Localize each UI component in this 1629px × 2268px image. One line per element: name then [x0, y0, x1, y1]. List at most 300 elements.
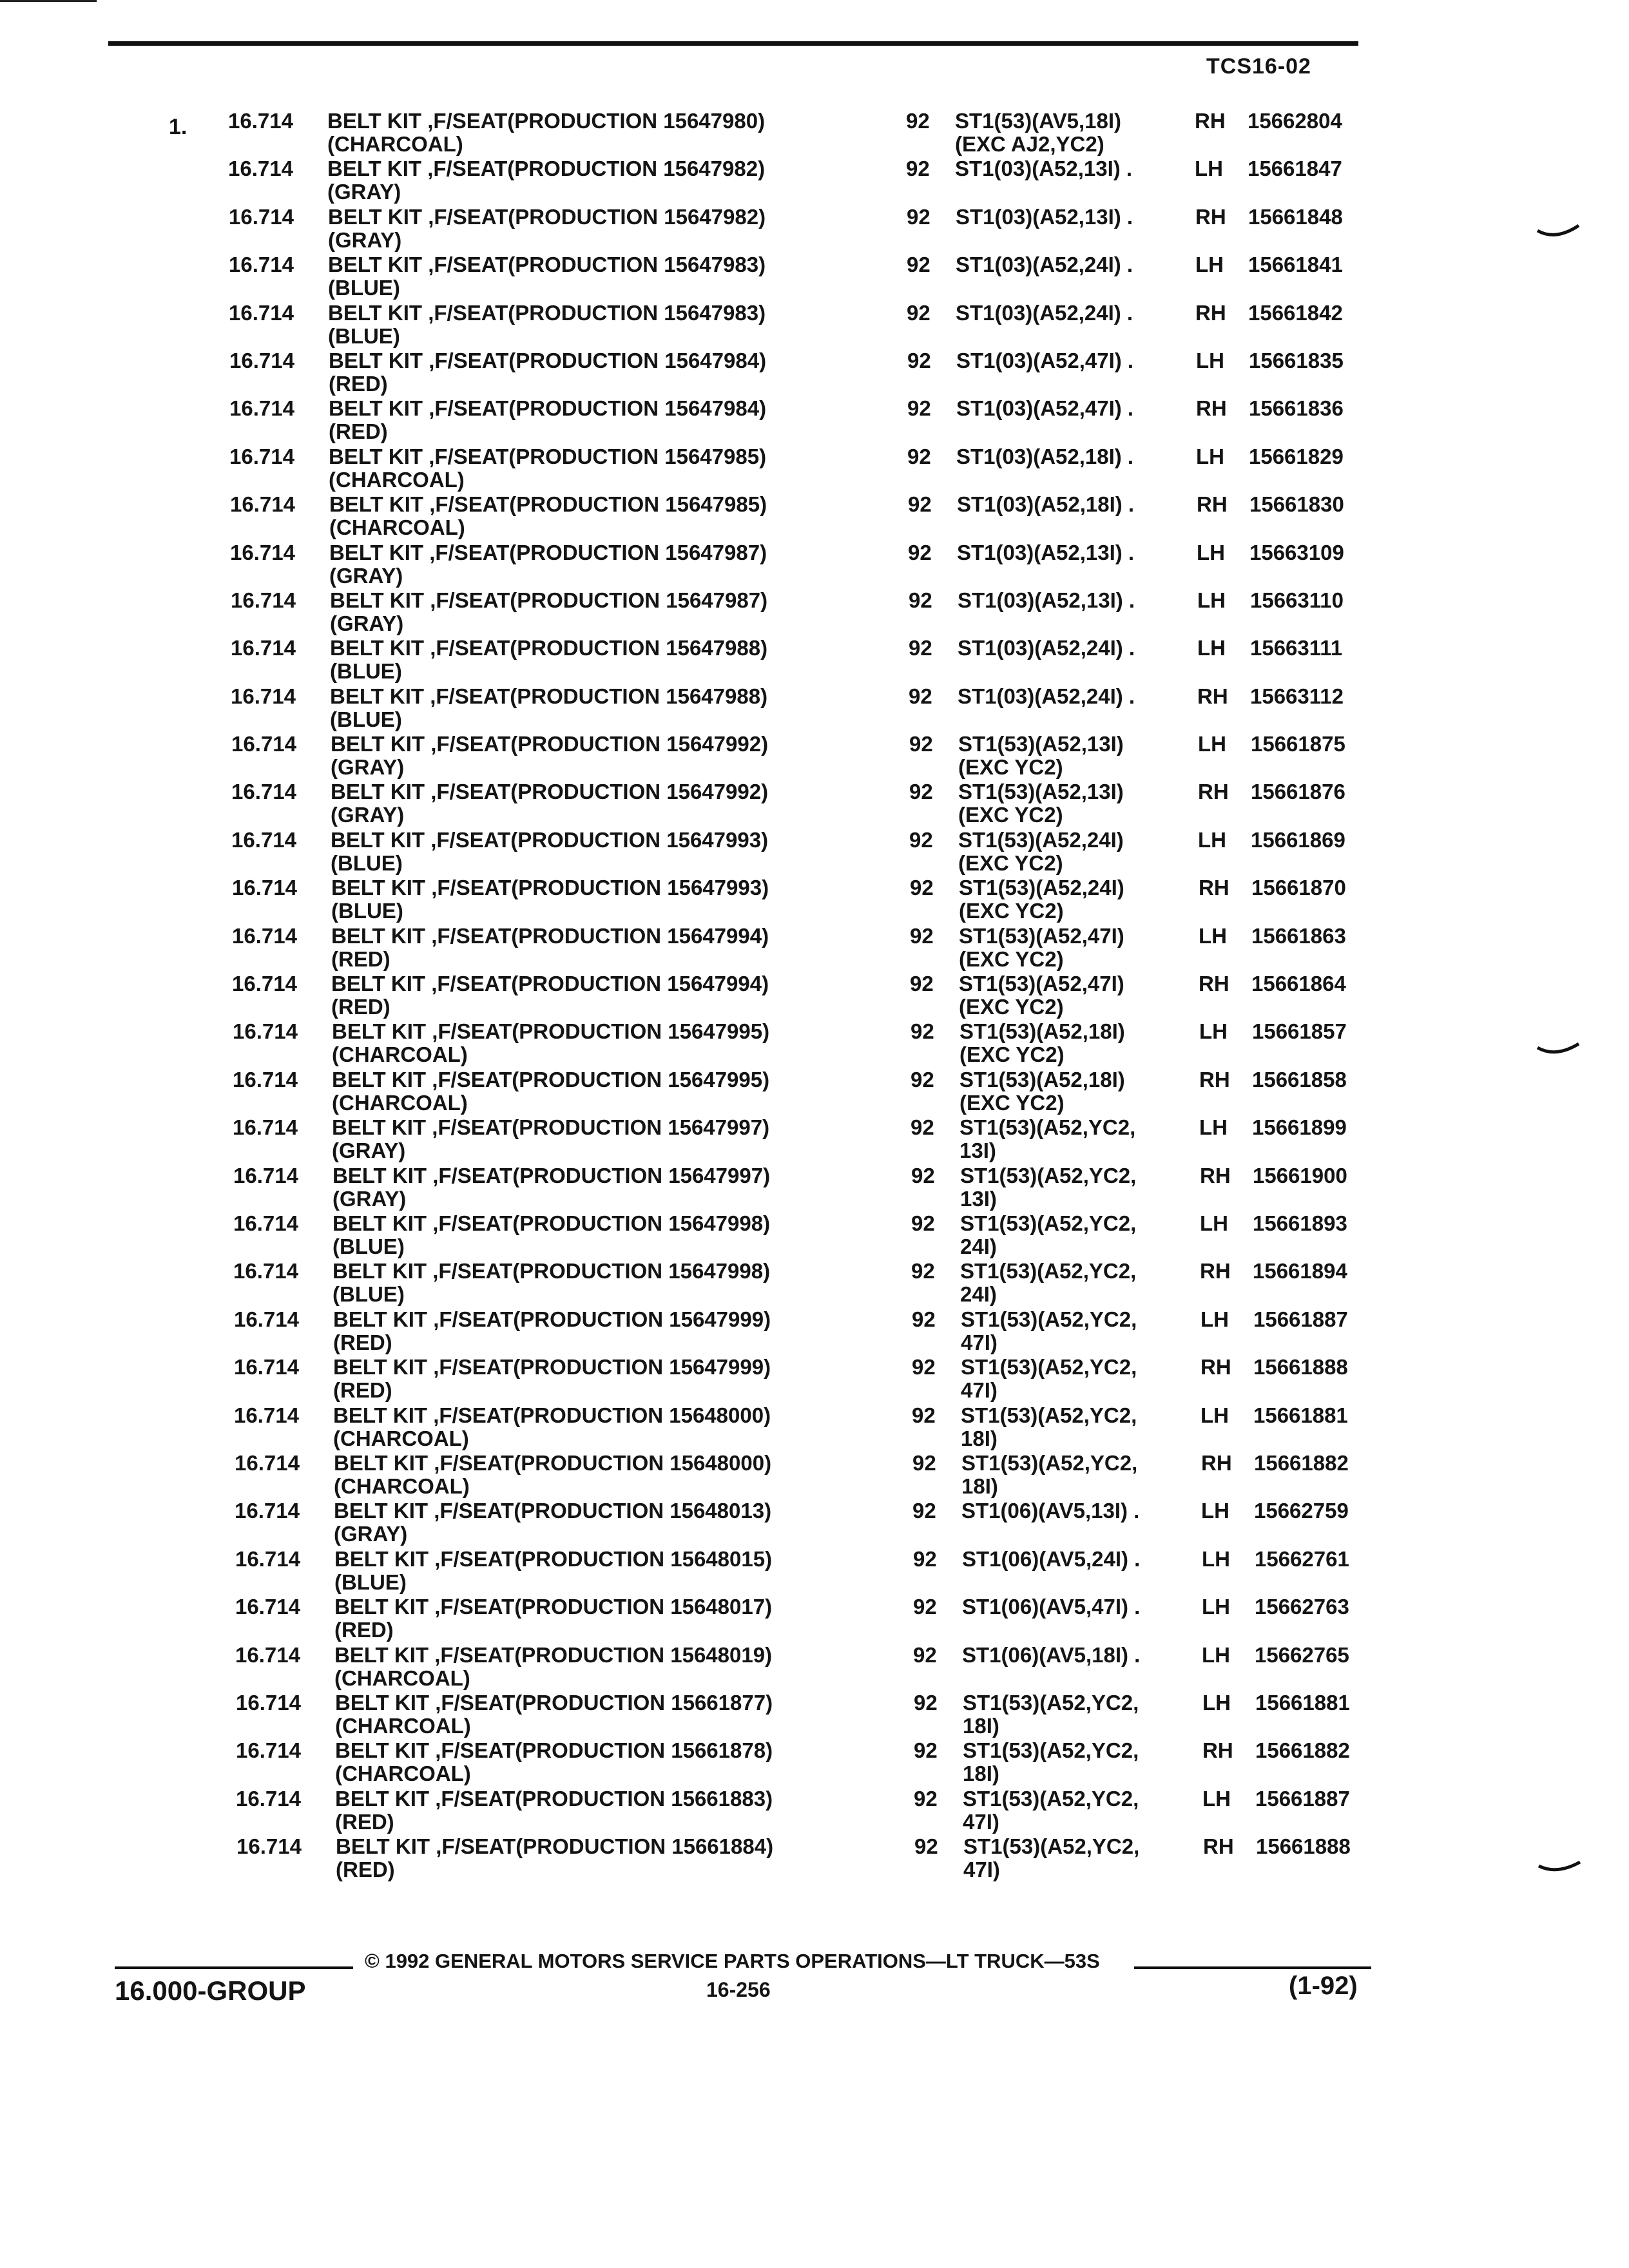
table-row	[4, 925, 1629, 972]
group-number: 16.714	[233, 1259, 298, 1283]
description-line-1: BELT KIT ,F/SEAT(PRODUCTION 15647999)	[333, 1307, 771, 1331]
quantity: 92	[914, 1786, 938, 1811]
group-number: 16.714	[234, 1403, 299, 1427]
group-number: 16.714	[236, 1834, 302, 1859]
part-number: 15663111	[1250, 636, 1343, 660]
group-number: 16.714	[229, 348, 294, 372]
header-rule	[108, 41, 1358, 46]
group-number: 16.714	[232, 876, 297, 900]
application	[961, 1452, 1137, 1498]
description-line-1: BELT KIT ,F/SEAT(PRODUCTION 15647984)	[329, 396, 767, 421]
application	[960, 1212, 1136, 1258]
description	[328, 206, 766, 252]
application-line-2: (EXC YC2)	[959, 899, 1064, 923]
application-line-1: ST1(53)(A52,24I)	[958, 827, 1124, 852]
description	[334, 1595, 772, 1642]
application	[963, 1691, 1139, 1738]
group-number: 16.714	[231, 684, 296, 708]
application	[962, 1548, 1140, 1571]
description-line-2: (GRAY)	[328, 227, 402, 252]
application	[959, 972, 1124, 1019]
application-line-1: ST1(53)(A52,YC2,	[960, 1163, 1137, 1187]
application-line-1: ST1(53)(A52,13I)	[958, 732, 1124, 756]
application-line-1: ST1(53)(A52,YC2,	[960, 1259, 1137, 1283]
part-number: 15661881	[1255, 1690, 1350, 1715]
side: LH	[1198, 827, 1226, 852]
part-number: 15663109	[1249, 540, 1344, 564]
table-row	[6, 1308, 1629, 1356]
description-line-2: (GRAY)	[332, 1139, 406, 1163]
description	[328, 253, 766, 300]
description-line-2: (GRAY)	[331, 803, 405, 827]
application	[962, 1644, 1140, 1667]
side: LH	[1199, 1115, 1228, 1140]
application-line-1: ST1(53)(A52,YC2,	[963, 1834, 1140, 1859]
application-line-1: ST1(53)(A52,YC2,	[959, 1115, 1136, 1140]
application-line-2: 47I)	[961, 1378, 998, 1403]
application-line-1: ST1(53)(A52,24I)	[959, 876, 1124, 900]
side: RH	[1196, 396, 1227, 421]
page-code: TCS16-02	[1206, 54, 1311, 79]
application-line-1: ST1(03)(A52,13I) .	[957, 540, 1135, 564]
description-line-2: (BLUE)	[330, 659, 402, 684]
side: LH	[1197, 636, 1226, 660]
side: LH	[1196, 348, 1224, 372]
application-line-1: ST1(06)(AV5,24I) .	[962, 1546, 1141, 1571]
application-line-1: ST1(53)(A52,18I)	[959, 1067, 1125, 1091]
part-number: 15661876	[1251, 780, 1345, 804]
side: LH	[1195, 157, 1223, 181]
table-row	[5, 1260, 1629, 1307]
side: LH	[1202, 1546, 1230, 1571]
application-line-1: ST1(53)(A52,YC2,	[961, 1403, 1137, 1427]
quantity: 92	[911, 1019, 934, 1044]
quantity: 92	[914, 1690, 938, 1715]
part-number: 15661863	[1251, 923, 1346, 948]
application-line-1: ST1(03)(A52,47I) .	[956, 348, 1134, 372]
description-line-1: BELT KIT ,F/SEAT(PRODUCTION 15647987)	[329, 540, 767, 564]
application	[963, 1787, 1139, 1834]
application	[962, 1595, 1140, 1619]
quantity: 92	[908, 492, 932, 517]
application-line-1: ST1(53)(A52,13I)	[958, 780, 1124, 804]
description-line-1: BELT KIT ,F/SEAT(PRODUCTION 15647995)	[332, 1067, 770, 1091]
side: RH	[1199, 1067, 1230, 1091]
table-row	[1, 349, 1629, 397]
group-number: 16.714	[232, 972, 297, 996]
side: RH	[1200, 1259, 1231, 1283]
application-line-2: (EXC YC2)	[958, 755, 1063, 780]
part-number: 15662761	[1255, 1546, 1349, 1571]
table-row	[8, 1739, 1629, 1787]
description-line-1: BELT KIT ,F/SEAT(PRODUCTION 15661878)	[335, 1738, 773, 1763]
application-line-2: 24I)	[960, 1234, 997, 1258]
copyright-line: © 1992 GENERAL MOTORS SERVICE PARTS OPERATIONS—LT TRUCK—53S	[365, 1950, 1100, 1972]
application	[960, 1164, 1136, 1211]
application	[958, 637, 1135, 660]
part-number: 15661894	[1253, 1259, 1347, 1283]
application-line-1: ST1(03)(A52,13I) .	[955, 157, 1133, 181]
application-line-1: ST1(53)(A52,YC2,	[961, 1355, 1137, 1379]
part-number: 15661857	[1252, 1019, 1347, 1044]
application	[959, 925, 1124, 971]
quantity: 92	[912, 1403, 936, 1427]
table-row	[8, 1787, 1629, 1835]
description-line-1: BELT KIT ,F/SEAT(PRODUCTION 15647982)	[327, 157, 766, 181]
application-line-1: ST1(53)(A52,YC2,	[963, 1690, 1139, 1715]
description	[330, 589, 767, 635]
description-line-1: BELT KIT ,F/SEAT(PRODUCTION 15647997)	[333, 1163, 771, 1187]
application-line-2: 18I)	[963, 1713, 999, 1738]
quantity: 92	[907, 348, 931, 372]
part-number: 15661835	[1249, 348, 1344, 372]
description	[333, 1308, 771, 1354]
description-line-1: BELT KIT ,F/SEAT(PRODUCTION 15647998)	[333, 1211, 771, 1235]
application	[959, 876, 1124, 923]
description-line-2: (RED)	[333, 1378, 392, 1403]
side: LH	[1202, 1595, 1230, 1619]
description-line-1: BELT KIT ,F/SEAT(PRODUCTION 15647994)	[331, 923, 769, 948]
description-line-1: BELT KIT ,F/SEAT(PRODUCTION 15647982)	[328, 204, 766, 229]
description-line-2: (GRAY)	[327, 180, 401, 204]
application-line-2: 18I)	[961, 1474, 998, 1498]
application	[963, 1739, 1139, 1785]
group-number: 16.714	[233, 1019, 298, 1044]
description	[333, 1212, 770, 1258]
description	[329, 349, 766, 396]
description	[327, 110, 765, 156]
side: LH	[1198, 732, 1226, 756]
application	[960, 1260, 1136, 1306]
description-line-2: (RED)	[329, 371, 388, 396]
description-line-1: BELT KIT ,F/SEAT(PRODUCTION 15661883)	[335, 1786, 773, 1811]
quantity: 92	[907, 253, 930, 277]
application	[961, 1499, 1139, 1523]
description-line-1: BELT KIT ,F/SEAT(PRODUCTION 15647985)	[329, 492, 767, 517]
part-number: 15661830	[1249, 492, 1344, 517]
table-row	[1, 206, 1629, 253]
application	[955, 110, 1121, 156]
table-row	[1, 445, 1629, 493]
application-line-1: ST1(53)(A52,18I)	[959, 1019, 1125, 1044]
side: LH	[1201, 1499, 1229, 1523]
description-line-1: BELT KIT ,F/SEAT(PRODUCTION 15661884)	[336, 1834, 774, 1859]
application-line-2: 13I)	[960, 1186, 997, 1211]
description	[333, 1164, 770, 1211]
description-line-2: (BLUE)	[328, 276, 400, 300]
application-line-1: ST1(53)(A52,47I)	[959, 923, 1124, 948]
description-line-2: (GRAY)	[331, 755, 405, 780]
application-line-2: 18I)	[963, 1762, 999, 1786]
description	[330, 637, 767, 683]
description	[330, 685, 767, 731]
quantity: 92	[909, 732, 933, 756]
part-number: 15661858	[1252, 1067, 1347, 1091]
part-number: 15661864	[1251, 972, 1346, 996]
table-row	[6, 1404, 1629, 1452]
application-line-1: ST1(03)(A52,24I) .	[958, 684, 1135, 708]
group-number: 16.714	[229, 204, 294, 229]
part-number: 15661847	[1248, 157, 1342, 181]
table-row	[5, 1212, 1629, 1260]
quantity: 92	[910, 972, 934, 996]
application-line-1: ST1(53)(A52,YC2,	[960, 1211, 1137, 1235]
part-number: 15662763	[1255, 1595, 1349, 1619]
group-number: 16.714	[228, 109, 293, 133]
side: RH	[1201, 1450, 1232, 1475]
quantity: 92	[907, 300, 930, 325]
quantity: 92	[911, 1067, 934, 1091]
group-number: 16.714	[231, 588, 296, 612]
description	[335, 1739, 773, 1785]
quantity: 92	[911, 1163, 935, 1187]
application	[956, 302, 1133, 325]
parts-list	[0, 110, 1629, 1883]
group-number: 16.714	[233, 1067, 298, 1091]
group-number: 16.714	[229, 300, 294, 325]
application-line-1: ST1(53)(AV5,18I)	[955, 109, 1121, 133]
quantity: 92	[911, 1211, 935, 1235]
application-line-1: ST1(53)(A52,YC2,	[963, 1738, 1139, 1763]
side: LH	[1202, 1642, 1230, 1667]
part-number: 15661882	[1254, 1450, 1349, 1475]
application	[957, 541, 1134, 564]
part-number: 15661882	[1255, 1738, 1350, 1763]
description-line-2: (GRAY)	[334, 1522, 408, 1546]
application	[956, 445, 1133, 468]
group-number: 16.714	[231, 780, 296, 804]
part-number: 15663112	[1250, 684, 1344, 708]
quantity: 92	[910, 923, 934, 948]
side: RH	[1200, 1163, 1231, 1187]
description	[333, 1404, 771, 1450]
description-line-1: BELT KIT ,F/SEAT(PRODUCTION 15648013)	[334, 1499, 772, 1523]
description	[331, 780, 768, 827]
part-number: 15661842	[1248, 300, 1343, 325]
description	[331, 733, 768, 779]
side: LH	[1199, 1019, 1228, 1044]
description-line-2: (BLUE)	[334, 1570, 407, 1594]
side: LH	[1200, 1403, 1229, 1427]
quantity: 92	[909, 780, 933, 804]
description-line-2: (CHARCOAL)	[335, 1762, 471, 1786]
description	[335, 1691, 773, 1738]
description-line-1: BELT KIT ,F/SEAT(PRODUCTION 15647993)	[331, 827, 769, 852]
application	[963, 1835, 1139, 1881]
side: LH	[1197, 588, 1226, 612]
application-line-1: ST1(53)(A52,47I)	[959, 972, 1124, 996]
application	[961, 1356, 1137, 1402]
table-row	[1, 253, 1629, 301]
application	[961, 1404, 1137, 1450]
description-line-1: BELT KIT ,F/SEAT(PRODUCTION 15647983)	[328, 300, 766, 325]
description-line-1: BELT KIT ,F/SEAT(PRODUCTION 15647999)	[333, 1355, 771, 1379]
description-line-1: BELT KIT ,F/SEAT(PRODUCTION 15648000)	[334, 1450, 772, 1475]
application	[959, 1116, 1135, 1162]
quantity: 92	[909, 827, 933, 852]
group-number: 16.714	[233, 1211, 298, 1235]
table-row	[6, 1499, 1629, 1547]
application	[959, 1068, 1125, 1115]
part-number: 15661893	[1253, 1211, 1347, 1235]
group-number: 16.714	[231, 636, 296, 660]
group-number: 16.714	[235, 1546, 300, 1571]
description-line-2: (CHARCOAL)	[329, 467, 465, 492]
table-row	[1, 302, 1629, 349]
description-line-2: (RED)	[333, 1330, 392, 1354]
footer-rule-left	[115, 1966, 353, 1969]
description-line-2: (RED)	[331, 995, 390, 1019]
group-number: 16.714	[230, 540, 295, 564]
description-line-1: BELT KIT ,F/SEAT(PRODUCTION 15648015)	[334, 1546, 773, 1571]
description	[331, 972, 769, 1019]
application	[958, 829, 1124, 875]
table-row	[3, 733, 1629, 780]
application	[959, 1020, 1125, 1066]
table-row	[2, 541, 1629, 589]
description-line-2: (RED)	[336, 1858, 395, 1882]
quantity: 92	[912, 1355, 936, 1379]
binder-hole-mark	[1536, 1043, 1580, 1057]
application	[958, 685, 1135, 708]
quantity: 92	[906, 157, 930, 181]
application-line-1: ST1(03)(A52,18I) .	[956, 444, 1134, 468]
application	[958, 733, 1124, 779]
part-number: 15661887	[1255, 1786, 1350, 1811]
side: LH	[1200, 1307, 1229, 1331]
part-number: 15661888	[1256, 1834, 1351, 1859]
quantity: 92	[912, 1450, 936, 1475]
part-number: 15661869	[1251, 827, 1345, 852]
table-row	[3, 589, 1629, 637]
table-row	[3, 829, 1629, 876]
description-line-2: (GRAY)	[333, 1186, 407, 1211]
application-line-1: ST1(03)(A52,13I) .	[958, 588, 1135, 612]
application-line-2: (EXC YC2)	[959, 995, 1064, 1019]
quantity: 92	[907, 444, 931, 468]
description	[333, 1356, 771, 1402]
description-line-1: BELT KIT ,F/SEAT(PRODUCTION 15647993)	[331, 876, 769, 900]
side: RH	[1203, 1834, 1234, 1859]
part-number: 15661899	[1252, 1115, 1347, 1140]
quantity: 92	[911, 1115, 934, 1140]
description	[335, 1787, 773, 1834]
table-row	[4, 876, 1629, 924]
group-number: 16.714	[234, 1307, 299, 1331]
quantity: 92	[907, 204, 930, 229]
side: LH	[1200, 1211, 1228, 1235]
description	[334, 1644, 772, 1690]
description	[333, 1260, 770, 1306]
description-line-2: (BLUE)	[328, 323, 400, 348]
group-label: 16.000-GROUP	[115, 1975, 306, 2006]
group-number: 16.714	[232, 923, 297, 948]
side: LH	[1196, 444, 1224, 468]
description-line-2: (BLUE)	[333, 1234, 405, 1258]
part-number: 15661870	[1251, 876, 1346, 900]
quantity: 92	[908, 540, 932, 564]
description	[329, 397, 766, 443]
description-line-1: BELT KIT ,F/SEAT(PRODUCTION 15647987)	[330, 588, 768, 612]
quantity: 92	[913, 1642, 937, 1667]
description-line-1: BELT KIT ,F/SEAT(PRODUCTION 15647995)	[332, 1019, 770, 1044]
description	[327, 157, 765, 204]
description-line-2: (CHARCOAL)	[332, 1090, 468, 1115]
quantity: 92	[910, 876, 934, 900]
group-number: 16.714	[229, 396, 294, 421]
description-line-1: BELT KIT ,F/SEAT(PRODUCTION 15648000)	[333, 1403, 771, 1427]
side: RH	[1199, 876, 1229, 900]
quantity: 92	[911, 1259, 935, 1283]
description	[331, 829, 768, 875]
group-number: 16.714	[235, 1450, 300, 1475]
application-line-1: ST1(03)(A52,24I) .	[956, 300, 1133, 325]
description	[329, 445, 766, 492]
part-number: 15662759	[1254, 1499, 1349, 1523]
part-number: 15662765	[1255, 1642, 1349, 1667]
application-line-2: (EXC YC2)	[959, 1043, 1065, 1067]
description	[332, 1116, 769, 1162]
description	[336, 1835, 773, 1881]
description-line-2: (BLUE)	[330, 707, 402, 731]
description-line-1: BELT KIT ,F/SEAT(PRODUCTION 15647997)	[332, 1115, 770, 1140]
table-row	[5, 1116, 1629, 1164]
quantity: 92	[907, 396, 931, 421]
application	[956, 397, 1133, 420]
table-row	[3, 780, 1629, 828]
description	[329, 541, 767, 588]
group-number: 16.714	[236, 1786, 301, 1811]
description-line-2: (GRAY)	[330, 611, 404, 635]
side: RH	[1198, 780, 1229, 804]
table-row	[5, 1020, 1629, 1068]
binder-hole-mark	[1537, 1861, 1581, 1875]
group-number: 16.714	[236, 1738, 301, 1763]
application-line-2: 24I)	[960, 1282, 997, 1307]
table-row	[8, 1691, 1629, 1739]
description-line-1: BELT KIT ,F/SEAT(PRODUCTION 15648017)	[334, 1595, 773, 1619]
description-line-1: BELT KIT ,F/SEAT(PRODUCTION 15647988)	[330, 636, 768, 660]
group-number: 16.714	[233, 1163, 298, 1187]
description-line-2: (RED)	[329, 419, 388, 444]
table-row	[8, 1835, 1629, 1883]
group-number: 16.714	[235, 1499, 300, 1523]
side: RH	[1199, 972, 1229, 996]
part-number: 15661829	[1249, 444, 1344, 468]
table-row	[6, 1356, 1629, 1403]
table-row	[6, 1452, 1629, 1499]
description-line-1: BELT KIT ,F/SEAT(PRODUCTION 15647988)	[330, 684, 768, 708]
application	[957, 493, 1134, 516]
application-line-2: 47I)	[963, 1809, 999, 1834]
table-row	[2, 493, 1629, 541]
quantity: 92	[909, 684, 932, 708]
application-line-2: 13I)	[959, 1139, 996, 1163]
date-code: (1-92)	[1289, 1972, 1358, 2000]
application-line-1: ST1(06)(AV5,18I) .	[962, 1642, 1141, 1667]
application	[956, 206, 1133, 229]
footer-rule-right	[1134, 1966, 1371, 1969]
description-line-2: (CHARCOAL)	[329, 515, 465, 540]
description-line-2: (CHARCOAL)	[335, 1713, 471, 1738]
binder-hole-mark	[1536, 224, 1580, 238]
description-line-2: (BLUE)	[331, 850, 403, 875]
description	[334, 1452, 771, 1498]
side: RH	[1195, 204, 1226, 229]
description-line-1: BELT KIT ,F/SEAT(PRODUCTION 15647992)	[331, 732, 769, 756]
application	[958, 589, 1135, 612]
table-row	[7, 1644, 1629, 1691]
